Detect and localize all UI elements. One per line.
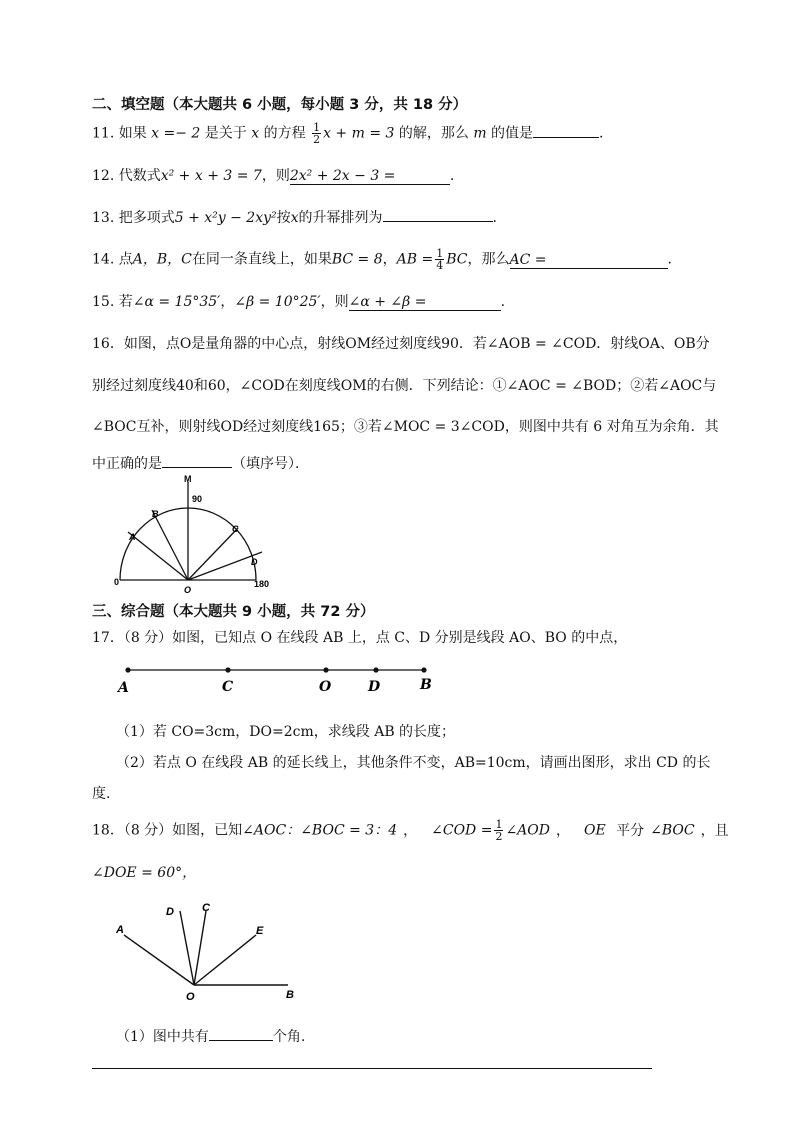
q14-text-1: 点 [118,251,133,268]
label-a: A [118,680,129,696]
q18-answer-blank[interactable] [209,1026,273,1041]
q13-text-3: 的升幂排列为 [298,210,383,226]
q18-expr-2b: ∠AOD [505,822,550,839]
q16-line-2: 别经过刻度线40和60，∠COD在刻度线OM的右侧．下列结论：①∠AOC = ∠BOD；②若∠AOC与 [92,378,717,394]
q14-frac-num: 1 [436,247,444,260]
label-c: C [222,679,234,695]
q11-frac-den: 2 [313,133,321,146]
q18-expr-4: ∠BOC [650,822,695,839]
q11-text-2: 是关于 [204,125,247,142]
q11-text-4: 的解，那么 [398,125,469,142]
q12-end: . [449,168,455,184]
q11-answer-blank[interactable] [533,123,599,138]
label-o: O [319,679,332,695]
q18-part-1b: 个角. [272,1029,306,1045]
ray-oa [128,532,188,580]
footer-rule [92,1068,652,1069]
q18-text-1: 18．（8 分）如图，已知 [92,822,243,839]
question-18 [92,819,729,842]
q17-part-2: （2）若点 O 在线段 AB 的延长线上，其他条件不变，AB=10cm，请画出图形，求出 CD 的长 [116,755,711,771]
q15-expr-2: ∠β = 10°25′ [234,294,321,310]
q18-expr-3: OE [584,822,606,839]
q14-number: 14. [92,251,115,268]
label-o: O [186,991,195,1003]
q12-answer-blank[interactable]: 2x² + 2x − 3 = [290,168,450,185]
q14-answer-blank[interactable]: AC = [510,252,668,269]
point-c [225,667,230,672]
point-d [373,667,378,672]
q11-var-2: m [473,125,487,142]
q15-expr-1: ∠α = 15°35′ [132,294,221,310]
q14-expr-2b: BC [446,251,468,268]
ray-oc [188,528,238,580]
q18-frac-num: 1 [495,818,503,831]
q11-expr-2: x + m = 3 [323,125,395,142]
label-c: C [232,524,239,534]
q16-line-1: 16．如图，点O是量角器的中心点，射线OM经过刻度线90．若∠AOB = ∠COD．射线OA、OB分 [92,336,710,352]
q14-frac-den: 4 [436,259,444,272]
q11-text-1: 如果 [118,125,147,142]
q15-text-1: 若 [118,294,133,310]
q11-expr-1: x =− 2 [151,125,201,142]
segment-figure [110,660,440,696]
q11-frac-num: 1 [313,121,321,134]
q16-line-3: ∠BOC互补，则射线OD经过刻度线165；③若∠MOC = 3∠COD，则图中共有 6 对角互为余角．其 [92,419,719,435]
q12-text-2: ，则 [261,168,290,184]
question-15 [92,291,505,311]
label-b: B [420,677,432,693]
label-b: B [286,989,294,1001]
label-90: 90 [192,494,203,504]
q18-frac-den: 2 [495,830,503,843]
q16-line-4a: 中正确的是 [92,456,162,472]
q16-line-4 [92,453,309,473]
label-d: D [368,679,381,695]
q18-expr-2a: ∠COD = [431,822,493,839]
q12-number: 12. [92,168,115,184]
q11-number: 11. [92,125,115,142]
section-title-fill-blank: 二、填空题（本大题共 6 小题，每小题 3 分，共 18 分） [92,97,468,113]
label-a: A [129,532,136,542]
question-13 [92,207,497,227]
q13-text-1: 把多项式 [118,210,175,226]
q18-part-1a: （1）图中共有 [116,1029,209,1045]
section-title-comprehensive: 三、综合题（本大题共 9 小题，共 72 分） [92,604,375,620]
q17-part-2-cont: 度. [92,786,111,802]
q14-points: A，B，C [132,251,192,268]
q11-text-5: 的值是 [491,125,534,142]
q18-text-4: ，且 [700,822,729,839]
q11-text-3: 的方程 [263,125,306,142]
q18-expr-1: ∠AOC：∠BOC = 3：4 [242,822,398,839]
angle-figure [108,895,308,1010]
q16-answer-blank[interactable] [162,453,232,468]
q11-fraction [312,122,321,145]
question-12 [92,165,454,185]
label-e: E [256,925,264,937]
label-c: C [202,902,210,914]
point-o [323,667,328,672]
q15-text-3: ，则 [320,294,349,310]
protractor-figure [110,472,280,602]
q18-text-2: ， [556,822,570,839]
q18-sep: ， [403,822,418,839]
label-0: 0 [114,577,120,587]
q16-line-4b: （填序号）． [232,456,309,472]
q15-number: 15. [92,294,115,310]
ray-ob [152,510,188,580]
q11-end: . [599,125,604,142]
label-o: O [184,585,192,595]
ray-oe [194,935,256,985]
q12-text-1: 代数式 [118,168,161,184]
q14-text-4: ，那么 [467,251,510,268]
q14-text-3: ， [382,251,397,268]
ray-oa [124,935,194,985]
point-a [125,667,130,672]
q12-expr-1: x² + x + 3 = 7 [160,168,262,184]
label-d: D [166,906,174,918]
q13-var: x [290,210,299,226]
label-m: M [184,474,192,484]
label-a: A [116,924,124,936]
q13-number: 13. [92,210,115,226]
q13-end: . [492,210,497,226]
q17-stem: 17．（8 分）如图，已知点 O 在线段 AB 上，点 C、D 分别是线段 AO、BO 的中点， [92,630,628,646]
q15-answer-blank[interactable]: ∠α + ∠β = [349,294,501,311]
q14-end: . [667,251,672,268]
q18-text-3: 平分 [616,822,645,839]
point-b [421,667,426,672]
label-b: B [152,509,159,519]
q15-end: . [500,294,506,310]
q14-expr-2a: AB = [396,251,434,268]
q14-fraction [435,248,444,271]
q13-expr: 5 + x²y − 2xy² [174,210,277,226]
question-11 [92,122,604,145]
q14-expr-1: BC = 8 [331,251,383,268]
q13-answer-blank[interactable] [383,207,493,222]
ray-od [180,911,194,985]
q18-line-2: ∠DOE = 60°， [92,865,197,881]
question-14 [92,248,672,271]
q14-text-2: 在同一条直线上，如果 [191,251,332,268]
ray-oc [194,911,206,985]
q11-var: x [251,125,260,142]
label-180: 180 [254,579,270,589]
q18-part-1 [116,1026,305,1046]
q15-text-2: ， [220,294,235,310]
q13-text-2: 按 [276,210,291,226]
q18-fraction [494,819,503,842]
q17-part-1: （1）若 CO=3cm，DO=2cm，求线段 AB 的长度； [116,724,456,740]
label-d: D [251,557,258,567]
